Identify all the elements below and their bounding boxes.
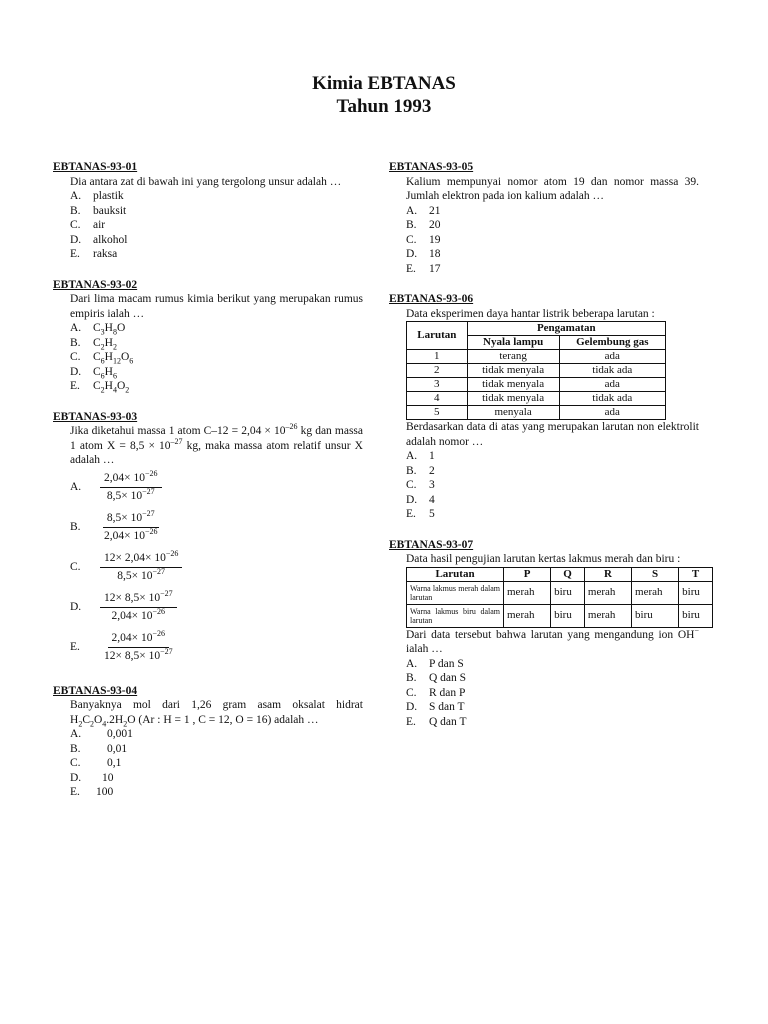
option-e: [70, 379, 363, 394]
header-gelembung-gas: Gelembung gas: [559, 336, 665, 350]
chemical-formula: $C_6H_{12}O_6$: [93, 351, 134, 366]
option-e: [70, 785, 363, 800]
table-cell: tidak ada: [559, 392, 665, 406]
option-a: [406, 204, 699, 219]
option-e: [70, 628, 363, 668]
table-cell: biru: [551, 604, 585, 627]
table-cell: biru: [679, 604, 713, 627]
table-cell: ada: [559, 378, 665, 392]
table-cell: 2: [407, 364, 468, 378]
option-a: [70, 189, 363, 204]
table-cell: tidak menyala: [467, 392, 559, 406]
question-stem: Dia antara zat di bawah ini yang tergolong unsur adalah …: [70, 175, 342, 188]
chemical-formula: $C_2H_2$: [93, 336, 117, 351]
document-title: [0, 72, 768, 118]
title-line-2: Tahun 1993: [336, 96, 432, 117]
option-b: [70, 204, 363, 219]
exponent: –27: [170, 436, 183, 446]
question-stem: Dari lima macam rumus kimia berikut yang merupakan rumus empiris ialah …: [70, 293, 363, 320]
stem-part: Banyaknya mol dari 1,26 gram asam oksalat hidrat: [70, 699, 363, 711]
question-93-05: [389, 160, 699, 276]
option-text: S dan T: [429, 701, 465, 713]
table-row: [407, 581, 713, 604]
option-d: [70, 365, 363, 380]
option-text: 17: [429, 262, 441, 275]
stem-part: (Ar : H = 1 , C = 12, O = 16) adalah …: [135, 713, 319, 726]
question-header: EBTANAS-93-02: [53, 278, 138, 291]
option-letter: B.: [70, 336, 81, 349]
table-row: [407, 604, 713, 627]
question-header: EBTANAS-93-06: [389, 293, 474, 305]
denominator: [100, 528, 162, 545]
option-letter: E.: [70, 641, 80, 654]
numerator-base: 2,04× 10: [104, 472, 145, 484]
denominator: [103, 488, 159, 505]
option-letter: B.: [70, 521, 81, 534]
option-c: [406, 686, 699, 701]
question-93-06: [389, 292, 699, 522]
table-cell: merah: [584, 581, 631, 604]
option-letter: A.: [406, 657, 418, 670]
option-letter: D.: [70, 601, 82, 614]
option-a: [70, 727, 363, 742]
option-e: [406, 507, 699, 522]
option-text: 4: [429, 493, 435, 506]
option-letter: D.: [70, 771, 82, 784]
option-text: 10: [102, 771, 114, 784]
exponent: −26: [145, 527, 158, 537]
option-text: plastik: [93, 190, 124, 202]
header-nyala-lampu: Nyala lampu: [467, 336, 559, 350]
header-q: Q: [551, 567, 585, 581]
option-text: 5: [429, 508, 435, 520]
table-cell: 5: [407, 406, 468, 420]
option-letter: C.: [70, 561, 81, 574]
option-letter: C.: [70, 351, 81, 363]
option-a: [70, 321, 363, 336]
denominator-base: 8,5× 10: [117, 570, 153, 582]
option-b: [406, 671, 699, 686]
table-cell: 4: [407, 392, 468, 406]
denominator: [113, 568, 169, 585]
option-letter: B.: [406, 219, 417, 231]
option-letter: B.: [70, 742, 81, 755]
option-c: [406, 233, 699, 248]
table-cell: tidak ada: [559, 364, 665, 378]
header-pengamatan: Pengamatan: [467, 322, 665, 336]
option-e: [70, 247, 363, 262]
numerator-base: 12× 2,04× 10: [104, 552, 166, 564]
table-row: [407, 406, 666, 420]
table-row: [407, 378, 666, 392]
exponent: −26: [152, 607, 166, 617]
conductivity-table: [406, 321, 666, 420]
fraction: [100, 550, 182, 585]
table-row: [407, 350, 666, 364]
table-cell: biru: [679, 581, 713, 604]
left-column: [53, 160, 363, 816]
stem-part: Dari data tersebut bahwa larutan yang mengandung ion OH: [406, 628, 695, 641]
exponent: −26: [165, 549, 179, 559]
question-stem: [53, 698, 363, 727]
option-d: [406, 700, 699, 715]
option-text: 0,01: [107, 742, 128, 755]
exponent: −26: [145, 469, 158, 479]
option-d: [70, 588, 363, 628]
stem-part: ialah …: [406, 643, 443, 655]
option-letter: A.: [70, 728, 82, 740]
table-row: [407, 392, 666, 406]
option-d: [406, 493, 699, 508]
option-letter: E.: [406, 262, 416, 275]
option-e: [406, 262, 699, 277]
option-text: 0,001: [107, 728, 133, 740]
table-cell: biru: [551, 581, 585, 604]
option-b: [70, 742, 363, 757]
option-letter: E.: [70, 380, 80, 392]
table-cell: menyala: [467, 406, 559, 420]
title-line-1: Kimia EBTANAS: [312, 73, 456, 94]
row-label: Warna lakmus merah dalam larutan: [407, 581, 504, 604]
option-b: [70, 336, 363, 351]
option-letter: D.: [406, 248, 418, 260]
question-stem: Data hasil pengujian larutan kertas lakmus merah dan biru :: [406, 553, 681, 565]
header-s: S: [632, 567, 679, 581]
question-93-07: [389, 538, 699, 730]
table-cell: ada: [559, 350, 665, 364]
numerator: [103, 510, 159, 528]
table-cell: 3: [407, 378, 468, 392]
question-stem-continued: [389, 625, 699, 657]
header-p: P: [504, 567, 551, 581]
option-letter: E.: [406, 508, 416, 520]
stem-part: Jika diketahui massa 1 atom C–12 = 2,04 × 10: [70, 425, 286, 437]
option-a: [406, 657, 699, 672]
table-cell: merah: [584, 604, 631, 627]
option-d: [70, 771, 363, 786]
option-text: 21: [429, 204, 441, 217]
option-text: 18: [429, 248, 441, 260]
option-text: P dan S: [429, 657, 464, 670]
table-cell: terang: [467, 350, 559, 364]
numerator: [100, 470, 162, 488]
question-93-04: [53, 684, 363, 800]
option-letter: D.: [406, 493, 418, 506]
option-text: 1: [429, 450, 435, 462]
option-letter: A.: [406, 450, 418, 462]
option-letter: C.: [70, 757, 81, 769]
option-text: Q dan T: [429, 715, 467, 728]
option-letter: D.: [406, 701, 418, 713]
denominator-base: 2,04× 10: [111, 610, 153, 622]
option-letter: B.: [406, 672, 417, 684]
option-letter: A.: [70, 322, 82, 334]
right-column: [389, 160, 699, 745]
option-letter: E.: [406, 715, 416, 728]
table-row: [407, 364, 666, 378]
fraction: [100, 470, 162, 505]
option-text: 20: [429, 219, 441, 231]
option-text: bauksit: [93, 204, 127, 217]
option-b: [70, 508, 363, 548]
table-cell: merah: [504, 581, 551, 604]
option-text: 3: [429, 479, 435, 491]
option-text: 2: [429, 464, 435, 477]
question-header: EBTANAS-93-01: [53, 161, 138, 173]
numerator: [100, 550, 182, 568]
option-letter: B.: [70, 204, 81, 217]
table-cell: ada: [559, 406, 665, 420]
option-letter: C.: [406, 479, 417, 491]
exponent: −27: [142, 487, 155, 497]
option-b: [406, 218, 699, 233]
option-letter: D.: [70, 233, 82, 246]
option-letter: A.: [70, 481, 82, 494]
option-letter: C.: [70, 219, 81, 231]
denominator: [100, 648, 177, 665]
option-letter: C.: [406, 686, 417, 699]
option-letter: D.: [70, 365, 82, 378]
table-cell: merah: [504, 604, 551, 627]
fraction: [100, 510, 162, 545]
option-text: Q dan S: [429, 672, 467, 684]
option-text: 19: [429, 233, 441, 246]
option-d: [70, 233, 363, 248]
numerator-base: 12× 8,5× 10: [104, 592, 161, 604]
option-letter: A.: [406, 204, 418, 217]
question-93-02: [53, 278, 363, 394]
option-text: air: [93, 219, 106, 231]
question-header: EBTANAS-93-04: [53, 684, 138, 697]
denominator: [108, 608, 170, 625]
chemical-formula: $H_2C_2O_4.2H_2O$: [70, 713, 136, 728]
option-letter: A.: [70, 190, 82, 202]
option-letter: C.: [406, 233, 417, 246]
numerator: [100, 590, 177, 608]
option-letter: E.: [70, 248, 80, 260]
option-c: [70, 548, 363, 588]
option-b: [406, 464, 699, 479]
exponent: −27: [142, 509, 155, 519]
question-header: EBTANAS-93-07: [389, 538, 474, 551]
option-a: [406, 449, 699, 464]
option-c: [70, 218, 363, 233]
question-stem-continued: Berdasarkan data di atas yang merupakan larutan non elektrolit adalah nomor …: [406, 421, 699, 448]
exponent: −26: [152, 629, 166, 639]
exponent: −27: [160, 589, 173, 599]
question-93-01: [53, 160, 363, 262]
option-text: raksa: [93, 248, 118, 260]
option-c: [70, 350, 363, 365]
option-letter: B.: [406, 464, 417, 477]
header-larutan: Larutan: [407, 322, 468, 350]
denominator-base: 8,5× 10: [106, 490, 143, 502]
question-93-03: [53, 410, 363, 668]
option-d: [406, 247, 699, 262]
exponent: –26: [285, 422, 298, 432]
header-r: R: [584, 567, 631, 581]
fraction: [100, 590, 177, 625]
numerator-base: 2,04× 10: [111, 632, 153, 644]
option-c: [406, 478, 699, 493]
header-t: T: [679, 567, 713, 581]
question-stem: Kalium mempunyai nomor atom 19 dan nomor massa 39. Jumlah elektron pada ion kalium adalah …: [406, 175, 699, 202]
header-larutan: Larutan: [407, 567, 504, 581]
denominator-base: 12× 8,5× 10: [104, 650, 161, 662]
charge-superscript: −: [694, 625, 699, 635]
option-a: [70, 468, 363, 508]
fraction: [100, 630, 177, 665]
option-text: 100: [96, 786, 114, 798]
table-cell: merah: [632, 581, 679, 604]
option-text: alkohol: [93, 233, 128, 246]
table-cell: tidak menyala: [467, 364, 559, 378]
question-stem: [53, 424, 363, 468]
option-e: [406, 715, 699, 730]
numerator: [108, 630, 170, 648]
numerator-base: 8,5× 10: [106, 512, 143, 524]
table-cell: biru: [632, 604, 679, 627]
table-cell: tidak menyala: [467, 378, 559, 392]
option-letter: E.: [70, 786, 80, 798]
table-cell: 1: [407, 350, 468, 364]
stem-part: kg dan massa 1 atom X = 8,5 × 10: [70, 425, 363, 452]
litmus-table: [406, 567, 713, 628]
question-header: EBTANAS-93-03: [53, 410, 138, 423]
option-text: R dan P: [429, 686, 466, 699]
denominator-base: 2,04× 10: [104, 530, 145, 542]
exponent: −27: [160, 647, 173, 657]
option-c: [70, 756, 363, 771]
option-text: 0,1: [107, 757, 122, 769]
question-stem: Data eksperimen daya hantar listrik beberapa larutan :: [406, 307, 655, 320]
question-header: EBTANAS-93-05: [389, 161, 474, 173]
row-label: Warna lakmus biru dalam larutan: [407, 604, 504, 627]
chemical-formula: $C_6H_6$: [93, 365, 117, 380]
chemical-formula: $C_2H_4O_2$: [93, 380, 130, 395]
chemical-formula: $C_3H_8O$: [93, 322, 126, 337]
exponent: −27: [152, 567, 166, 577]
stem-part: kg, maka massa atom relatif unsur X adalah …: [70, 439, 363, 466]
